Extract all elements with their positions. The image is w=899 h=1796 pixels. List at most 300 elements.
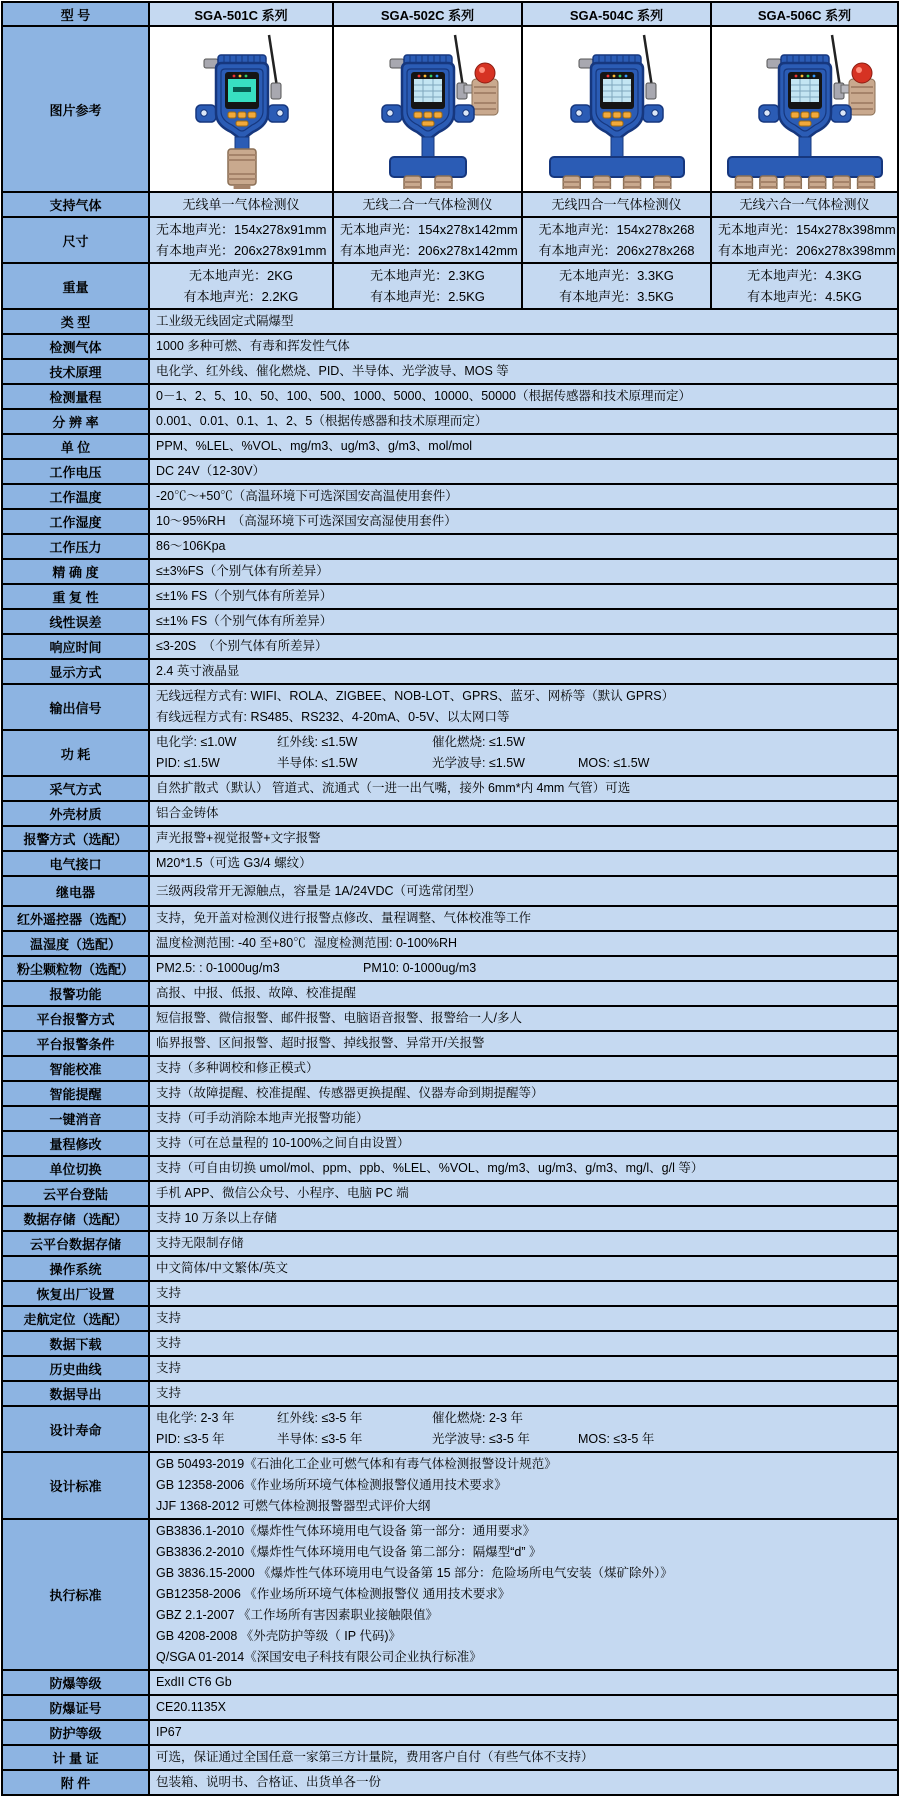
spec-segment: 支持无限制存储 xyxy=(156,1236,244,1250)
spec-segment: 支持，免开盖对检测仪进行报警点修改、量程调整、气体校准等工作 xyxy=(156,911,532,925)
spec-value: 无线六合一气体检测仪 xyxy=(739,197,870,212)
spec-segment: 支持 xyxy=(156,1386,182,1400)
spec-value-cell xyxy=(149,434,898,459)
spec-row xyxy=(2,1106,898,1131)
spec-segment: 1000 多种可燃、有毒和挥发性气体 xyxy=(156,339,350,353)
spec-value-cell xyxy=(149,217,333,263)
row-label: 支持气体 xyxy=(2,192,149,217)
row-label: 历史曲线 xyxy=(2,1356,149,1381)
spec-value-cell xyxy=(149,309,898,334)
spec-value-cell xyxy=(149,634,898,659)
spec-value: 无本地声光：154x278x268 xyxy=(538,222,695,237)
row-label: 数据存储（选配） xyxy=(2,1206,149,1231)
spec-line xyxy=(156,853,891,874)
spec-segment: 包装箱、说明书、合格证、出货单各一份 xyxy=(156,1775,382,1789)
spec-row xyxy=(2,359,898,384)
spec-segment: 电化学: ≤1.0W xyxy=(156,735,237,749)
spec-segment: 支持 xyxy=(156,1361,182,1375)
spec-row xyxy=(2,659,898,684)
row-label: 工作湿度 xyxy=(2,509,149,534)
model-name-sga-506c: SGA-506C 系列 xyxy=(711,2,898,26)
spec-value-cell xyxy=(149,484,898,509)
spec-value-cell xyxy=(522,217,711,263)
row-label: 图片参考 xyxy=(2,26,149,192)
spec-value-cell xyxy=(149,1695,898,1720)
spec-row xyxy=(2,559,898,584)
spec-value-cell xyxy=(149,1519,898,1670)
row-label: 平台报警方式 xyxy=(2,1006,149,1031)
spec-segment: MOS: ≤3-5 年 xyxy=(578,1432,655,1446)
spec-row xyxy=(2,1406,898,1452)
spec-row xyxy=(2,309,898,334)
spec-segment: 短信报警、微信报警、邮件报警、电脑语音报警、报警给一人/多人 xyxy=(156,1011,522,1025)
spec-segment: GB12358-2006 《作业场所环境气体检测报警仪 通用技术要求》 xyxy=(156,1587,511,1601)
spec-segment: GB 50493-2019《石油化工企业可燃气体和有毒气体检测报警设计规范》 xyxy=(156,1457,557,1471)
spec-line xyxy=(156,1647,891,1668)
spec-segment: ExdII CT6 Gb xyxy=(156,1675,232,1689)
spec-segment: DC 24V（12-30V） xyxy=(156,464,266,478)
spec-value-cell xyxy=(333,217,522,263)
spec-segment: 支持（可在总量程的 10-100%之间自由设置） xyxy=(156,1136,410,1150)
spec-row xyxy=(2,459,898,484)
spec-line xyxy=(156,803,891,824)
spec-row xyxy=(2,1720,898,1745)
row-label: 恢复出厂设置 xyxy=(2,1281,149,1306)
spec-segment: PM2.5: : 0-1000ug/m3 xyxy=(156,961,280,975)
spec-value-cell xyxy=(149,801,898,826)
spec-line xyxy=(156,411,891,432)
model-header-label: 型 号 xyxy=(2,2,149,26)
wireless-4in1-gas-detector xyxy=(525,29,709,189)
spec-line xyxy=(156,1183,891,1204)
spec-line xyxy=(156,1722,891,1743)
product-image xyxy=(149,26,333,192)
row-label: 检测量程 xyxy=(2,384,149,409)
antenna-icon xyxy=(269,35,277,87)
row-label: 云平台登陆 xyxy=(2,1181,149,1206)
spec-segment: ≤±1% FS（个别气体有所差异） xyxy=(156,614,333,628)
spec-segment: GB 4208-2008 《外壳防护等级（ IP 代码)》 xyxy=(156,1629,401,1643)
spec-value-cell xyxy=(149,1031,898,1056)
row-label: 分 辨 率 xyxy=(2,409,149,434)
spec-value-cell xyxy=(711,192,898,217)
spec-segment: M20*1.5（可选 G3/4 螺纹） xyxy=(156,856,312,870)
spec-value-cell xyxy=(149,684,898,730)
model-name-sga-504c: SGA-504C 系列 xyxy=(522,2,711,26)
spec-value-cell xyxy=(149,826,898,851)
spec-value: 无本地声光：2.3KG xyxy=(370,268,485,283)
spec-line xyxy=(156,311,891,332)
spec-value: 无本地声光：4.3KG xyxy=(747,268,862,283)
row-label: 红外遥控器（选配） xyxy=(2,906,149,931)
spec-segment: 86～106Kpa xyxy=(156,539,226,553)
spec-row xyxy=(2,1381,898,1406)
spec-row xyxy=(2,1745,898,1770)
spec-value-cell xyxy=(149,851,898,876)
row-label: 技术原理 xyxy=(2,359,149,384)
spec-row xyxy=(2,1770,898,1795)
spec-line xyxy=(156,336,891,357)
spec-line xyxy=(156,707,891,728)
spec-value: 有本地声光：2.2KG xyxy=(183,289,299,304)
spec-segment: 红外线: ≤1.5W xyxy=(277,735,358,749)
spec-line xyxy=(156,1747,891,1768)
spec-line xyxy=(156,1408,891,1429)
spec-line xyxy=(156,881,891,902)
spec-value: 有本地声光：206x278x268 xyxy=(538,243,695,258)
spec-segment: PM10: 0-1000ug/m3 xyxy=(363,961,477,975)
spec-row xyxy=(2,684,898,730)
spec-segment: CE20.1135X xyxy=(156,1700,226,1714)
spec-segment: 催化燃烧: ≤1.5W xyxy=(432,735,525,749)
spec-line xyxy=(156,908,891,929)
spec-value: 有本地声光：206x278x142mm xyxy=(340,243,518,258)
spec-value-cell xyxy=(149,534,898,559)
spec-row xyxy=(2,1181,898,1206)
spec-row xyxy=(2,334,898,359)
spec-row xyxy=(2,981,898,1006)
spec-value-cell xyxy=(149,1206,898,1231)
spec-segment: 光学波导: ≤3-5 年 xyxy=(432,1432,530,1446)
product-image xyxy=(522,26,711,192)
spec-row xyxy=(2,1331,898,1356)
spec-value-cell xyxy=(149,384,898,409)
spec-line xyxy=(156,361,891,382)
spec-value-cell xyxy=(149,981,898,1006)
spec-value-cell xyxy=(149,1181,898,1206)
row-label: 单 位 xyxy=(2,434,149,459)
spec-segment: 支持 10 万条以上存储 xyxy=(156,1211,277,1225)
spec-value-cell xyxy=(149,1745,898,1770)
spec-row xyxy=(2,1131,898,1156)
model-name-sga-501c: SGA-501C 系列 xyxy=(149,2,333,26)
product-image xyxy=(333,26,522,192)
spec-segment: 红外线: ≤3-5 年 xyxy=(277,1411,363,1425)
spec-line xyxy=(156,586,891,607)
wireless-single-gas-detector xyxy=(150,29,333,189)
spec-value-cell xyxy=(149,956,898,981)
spec-segment: 中文简体/中文繁体/英文 xyxy=(156,1261,288,1275)
spec-value-cell xyxy=(149,1452,898,1519)
spec-value: 有本地声光：2.5KG xyxy=(370,289,485,304)
spec-segment: ≤3-20S （个别气体有所差异） xyxy=(156,639,328,653)
spec-line xyxy=(156,1454,891,1475)
spec-segment: 温度检测范围: -40 至+80℃ xyxy=(156,936,306,950)
spec-line xyxy=(156,1308,891,1329)
row-label: 数据导出 xyxy=(2,1381,149,1406)
spec-value-cell xyxy=(149,359,898,384)
row-label: 执行标准 xyxy=(2,1519,149,1670)
spec-value-cell xyxy=(149,559,898,584)
row-label: 线性误差 xyxy=(2,609,149,634)
row-label: 防爆证号 xyxy=(2,1695,149,1720)
spec-value-cell xyxy=(149,1256,898,1281)
spec-row xyxy=(2,434,898,459)
spec-segment: 催化燃烧: 2-3 年 xyxy=(432,1411,523,1425)
spec-segment: 自然扩散式（默认） 管道式、流通式（一进一出气嘴，接外 6mm*内 4mm 气管）可选 xyxy=(156,781,631,795)
row-label: 防爆等级 xyxy=(2,1670,149,1695)
spec-line xyxy=(156,1429,891,1450)
spec-row xyxy=(2,730,898,776)
row-label: 设计标准 xyxy=(2,1452,149,1519)
spec-line xyxy=(156,1605,891,1626)
wireless-6in1-gas-detector xyxy=(713,29,897,189)
spec-row xyxy=(2,1670,898,1695)
spec-segment: 半导体: ≤3-5 年 xyxy=(277,1432,363,1446)
spec-segment: Q/SGA 01-2014《深国安电子科技有限公司企业执行标准》 xyxy=(156,1650,482,1664)
spec-segment: 0－1、2、5、10、50、100、500、1000、5000、10000、50000（根据传感器和技术原理而定） xyxy=(156,389,691,403)
spec-segment: 2.4 英寸液晶显 xyxy=(156,664,240,678)
spec-value-cell xyxy=(149,1131,898,1156)
spec-value-cell xyxy=(149,659,898,684)
spec-line xyxy=(156,1058,891,1079)
spec-value-cell xyxy=(149,1006,898,1031)
spec-segment: PID: ≤1.5W xyxy=(156,756,220,770)
spec-segment: 电化学: 2-3 年 xyxy=(156,1411,235,1425)
spec-line xyxy=(156,511,891,532)
spec-row xyxy=(2,1452,898,1519)
spec-line xyxy=(156,536,891,557)
spec-value: 无本地声光：154x278x398mm xyxy=(718,222,896,237)
product-image-row xyxy=(2,26,898,192)
spec-row xyxy=(2,851,898,876)
spec-segment: 手机 APP、微信公众号、小程序、电脑 PC 端 xyxy=(156,1186,409,1200)
spec-value-cell xyxy=(149,334,898,359)
spec-row xyxy=(2,1231,898,1256)
spec-segment: ≤±1% FS（个别气体有所差异） xyxy=(156,589,333,603)
spec-row xyxy=(2,217,898,263)
spec-line xyxy=(156,461,891,482)
row-label: 工作电压 xyxy=(2,459,149,484)
spec-segment: GBZ 2.1-2007 《工作场所有害因素职业接触限值》 xyxy=(156,1608,438,1622)
spec-value-cell xyxy=(149,776,898,801)
row-label: 操作系统 xyxy=(2,1256,149,1281)
row-label: 量程修改 xyxy=(2,1131,149,1156)
spec-segment: 光学波导: ≤1.5W xyxy=(432,756,525,770)
spec-line xyxy=(156,1772,891,1793)
spec-segment: 有线远程方式有: RS485、RS232、4-20mA、0-5V、以太网口等 xyxy=(156,710,510,724)
row-label: 功 耗 xyxy=(2,730,149,776)
spec-line xyxy=(156,1158,891,1179)
spec-row xyxy=(2,609,898,634)
spec-value-cell xyxy=(522,263,711,309)
spec-value-cell xyxy=(149,584,898,609)
spec-row xyxy=(2,1356,898,1381)
spec-line xyxy=(156,686,891,707)
spec-line xyxy=(156,753,891,774)
spec-line xyxy=(156,933,891,954)
row-label: 走航定位（选配） xyxy=(2,1306,149,1331)
spec-value-cell xyxy=(149,1770,898,1795)
spec-line xyxy=(156,1358,891,1379)
spec-row xyxy=(2,484,898,509)
spec-line xyxy=(156,1584,891,1605)
spec-segment: GB 3836.15-2000 《爆炸性气体环境用电气设备第 15 部分：危险场所电气安装（煤矿除外）》 xyxy=(156,1566,673,1580)
spec-row xyxy=(2,876,898,906)
spec-value: 有本地声光：206x278x91mm xyxy=(156,243,327,258)
row-label: 设计寿命 xyxy=(2,1406,149,1452)
antenna-icon xyxy=(644,35,652,87)
spec-segment: MOS: ≤1.5W xyxy=(578,756,650,770)
spec-line xyxy=(156,386,891,407)
spec-value: 有本地声光：206x278x398mm xyxy=(718,243,896,258)
row-label: 报警功能 xyxy=(2,981,149,1006)
spec-value: 无本地声光：2KG xyxy=(188,268,293,283)
antenna-icon xyxy=(832,35,840,87)
spec-value-cell xyxy=(522,192,711,217)
spec-value-cell xyxy=(149,1356,898,1381)
spec-line xyxy=(156,1697,891,1718)
spec-segment: 10～95%RH （高湿环境下可选深国安高湿使用套件） xyxy=(156,514,457,528)
product-image xyxy=(711,26,898,192)
spec-value-cell xyxy=(149,609,898,634)
spec-line xyxy=(156,828,891,849)
spec-value: 无线二合一气体检测仪 xyxy=(362,197,493,212)
spec-segment: PID: ≤3-5 年 xyxy=(156,1432,225,1446)
spec-line xyxy=(156,1626,891,1647)
spec-value: 无线单一气体检测仪 xyxy=(182,197,300,212)
wireless-2in1-gas-detector xyxy=(336,29,520,189)
row-label: 防护等级 xyxy=(2,1720,149,1745)
spec-line xyxy=(156,1208,891,1229)
model-name-sga-502c: SGA-502C 系列 xyxy=(333,2,522,26)
spec-row xyxy=(2,906,898,931)
spec-line xyxy=(156,1233,891,1254)
spec-line xyxy=(156,732,891,753)
spec-line xyxy=(156,611,891,632)
spec-line xyxy=(156,983,891,1004)
spec-row xyxy=(2,1006,898,1031)
model-header-row xyxy=(2,2,898,26)
spec-value: 有本地声光：4.5KG xyxy=(747,289,862,304)
spec-value-cell xyxy=(333,263,522,309)
row-label: 响应时间 xyxy=(2,634,149,659)
spec-segment: 临界报警、区间报警、超时报警、掉线报警、异常开/关报警 xyxy=(156,1036,485,1050)
spec-value-cell xyxy=(149,1306,898,1331)
spec-row xyxy=(2,1031,898,1056)
spec-line xyxy=(156,1283,891,1304)
spec-line xyxy=(156,1008,891,1029)
spec-value-cell xyxy=(149,1331,898,1356)
row-label: 工作压力 xyxy=(2,534,149,559)
row-label: 电气接口 xyxy=(2,851,149,876)
spec-value-cell xyxy=(149,730,898,776)
spec-row xyxy=(2,534,898,559)
spec-value-cell xyxy=(149,1156,898,1181)
spec-segment: 支持 xyxy=(156,1286,182,1300)
row-label: 粉尘颗粒物（选配） xyxy=(2,956,149,981)
spec-value-cell xyxy=(149,192,333,217)
spec-row xyxy=(2,1695,898,1720)
spec-segment: 无线远程方式有: WIFI、ROLA、ZIGBEE、NOB-LOT、GPRS、蓝牙、网桥等（默认 GPRS） xyxy=(156,689,675,703)
spec-row xyxy=(2,1206,898,1231)
spec-line xyxy=(156,1521,891,1542)
spec-segment: 工业级无线固定式隔爆型 xyxy=(156,314,294,328)
spec-value-cell xyxy=(149,1670,898,1695)
spec-row xyxy=(2,1306,898,1331)
spec-line xyxy=(156,636,891,657)
spec-row xyxy=(2,1156,898,1181)
spec-value-cell xyxy=(149,906,898,931)
spec-row xyxy=(2,384,898,409)
spec-value-cell xyxy=(711,263,898,309)
spec-segment: -20℃～+50℃（高温环境下可选深国安高温使用套件） xyxy=(156,489,458,503)
spec-line xyxy=(156,1496,891,1517)
spec-line xyxy=(156,1258,891,1279)
spec-segment: 支持 xyxy=(156,1311,182,1325)
spec-value: 有本地声光：3.5KG xyxy=(559,289,674,304)
row-label: 数据下载 xyxy=(2,1331,149,1356)
spec-value-cell xyxy=(149,876,898,906)
spec-row xyxy=(2,956,898,981)
spec-line xyxy=(156,958,891,979)
spec-row xyxy=(2,263,898,309)
row-label: 温湿度（选配） xyxy=(2,931,149,956)
row-label: 继电器 xyxy=(2,876,149,906)
spec-value-cell xyxy=(149,1381,898,1406)
row-label: 计 量 证 xyxy=(2,1745,149,1770)
spec-row xyxy=(2,1519,898,1670)
row-label: 精 确 度 xyxy=(2,559,149,584)
spec-line xyxy=(156,1672,891,1693)
row-label: 重量 xyxy=(2,263,149,309)
spec-value-cell xyxy=(711,217,898,263)
spec-value: 无本地声光：154x278x91mm xyxy=(156,222,327,237)
spec-segment: 0.001、0.01、0.1、1、2、5（根据传感器和技术原理而定） xyxy=(156,414,488,428)
spec-segment: GB3836.2-2010《爆炸性气体环境用电气设备 第二部分：隔爆型“d” 》 xyxy=(156,1545,542,1559)
row-label: 单位切换 xyxy=(2,1156,149,1181)
spec-segment: GB3836.1-2010《爆炸性气体环境用电气设备 第一部分：通用要求》 xyxy=(156,1524,536,1538)
spec-row xyxy=(2,1056,898,1081)
spec-row xyxy=(2,1281,898,1306)
spec-line xyxy=(156,1475,891,1496)
spec-value-cell xyxy=(149,1281,898,1306)
spec-value: 无线四合一气体检测仪 xyxy=(551,197,682,212)
spec-value-cell xyxy=(149,931,898,956)
row-label: 重 复 性 xyxy=(2,584,149,609)
spec-line xyxy=(156,1108,891,1129)
spec-segment: 支持（可手动消除本地声光报警功能） xyxy=(156,1111,369,1125)
spec-row xyxy=(2,634,898,659)
spec-segment: 支持（可自由切换 umol/mol、ppm、ppb、%LEL、%VOL、mg/m3、ug/m3、g/m3、mg/l、g/l 等） xyxy=(156,1161,704,1175)
spec-line xyxy=(156,1563,891,1584)
spec-value-cell xyxy=(149,1106,898,1131)
row-label: 采气方式 xyxy=(2,776,149,801)
spec-value-cell xyxy=(149,1406,898,1452)
spec-value-cell xyxy=(149,1081,898,1106)
spec-segment: 支持 xyxy=(156,1336,182,1350)
spec-row xyxy=(2,409,898,434)
spec-segment: 半导体: ≤1.5W xyxy=(277,756,358,770)
spec-value-cell xyxy=(149,459,898,484)
spec-row xyxy=(2,1081,898,1106)
spec-line xyxy=(156,436,891,457)
row-label: 报警方式（选配） xyxy=(2,826,149,851)
spec-segment: JJF 1368-2012 可燃气体检测报警器型式评价大纲 xyxy=(156,1499,431,1513)
spec-segment: 支持（多种调校和修正模式） xyxy=(156,1061,319,1075)
spec-value-cell xyxy=(149,1056,898,1081)
spec-line xyxy=(156,778,891,799)
spec-segment: IP67 xyxy=(156,1725,182,1739)
spec-segment: 电化学、红外线、催化燃烧、PID、半导体、光学波导、MOS 等 xyxy=(156,364,509,378)
spec-line xyxy=(156,1333,891,1354)
spec-line xyxy=(156,1083,891,1104)
spec-segment: 湿度检测范围: 0-100%RH xyxy=(314,936,458,950)
spec-value-cell xyxy=(149,1720,898,1745)
spec-row xyxy=(2,931,898,956)
spec-value-cell xyxy=(149,409,898,434)
row-label: 尺寸 xyxy=(2,217,149,263)
